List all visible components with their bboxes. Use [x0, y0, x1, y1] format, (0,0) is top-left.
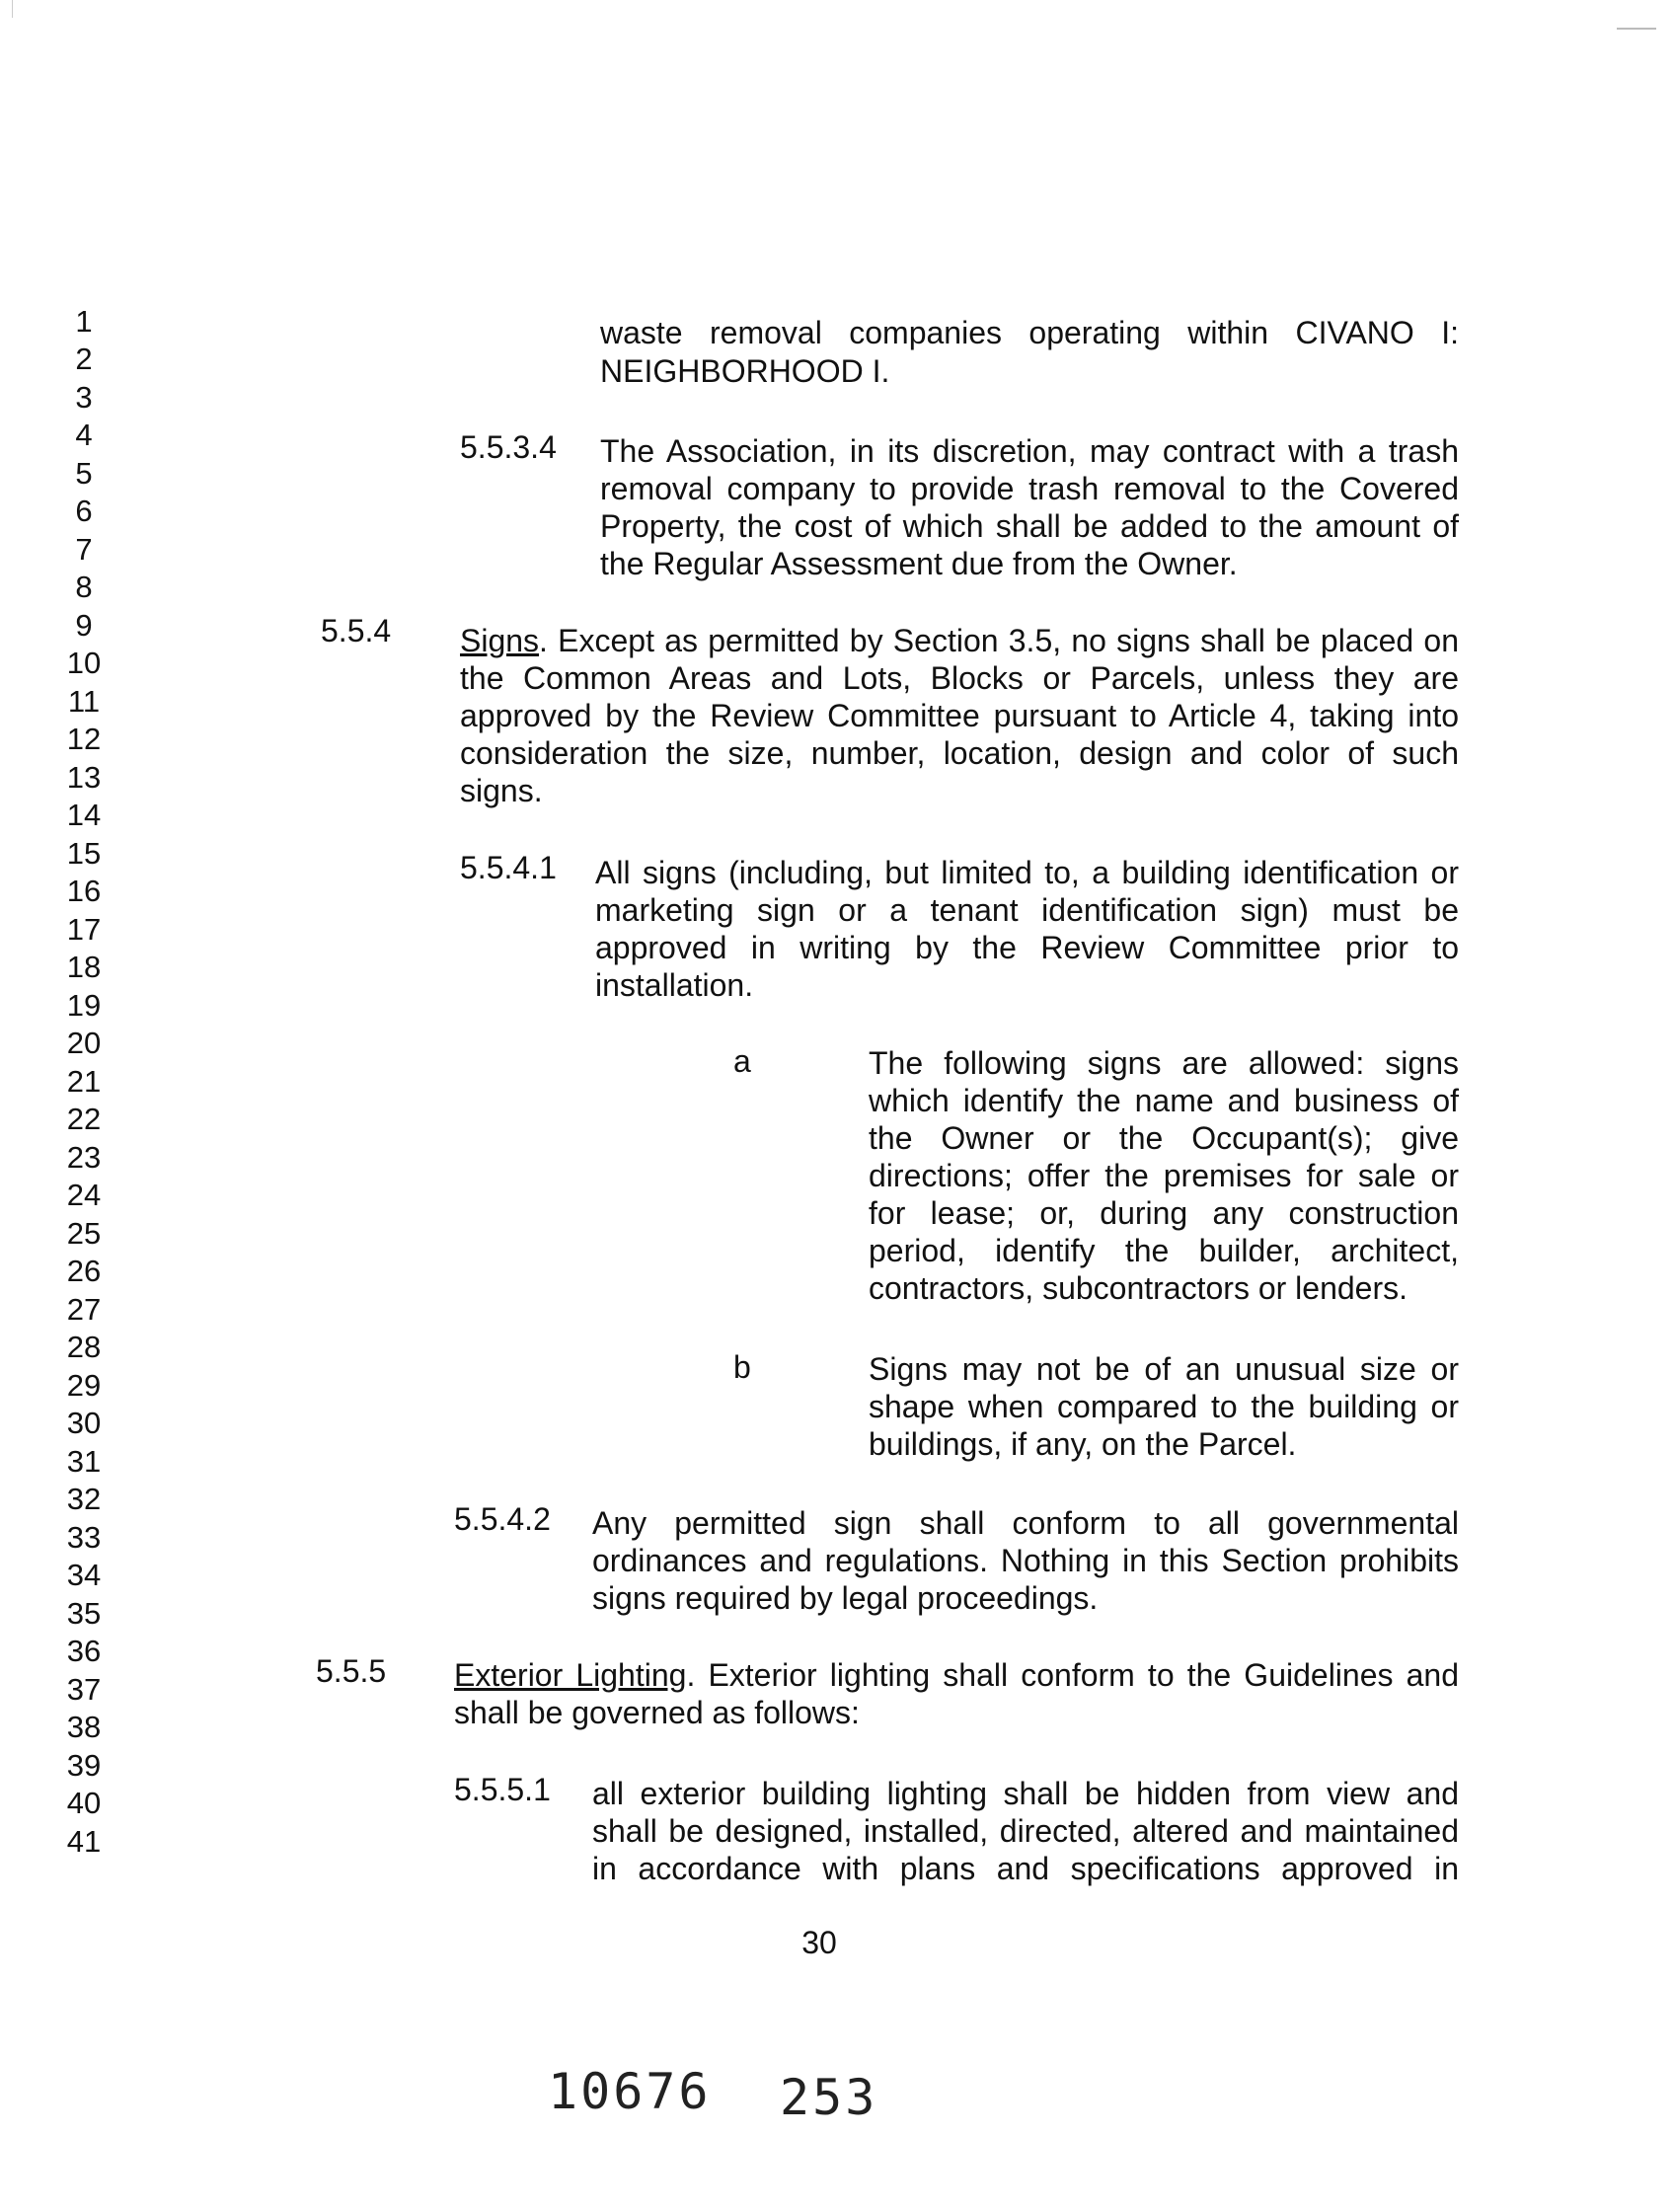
line-number: 6 — [75, 494, 93, 528]
section-heading: Exterior Lighting — [454, 1657, 687, 1693]
recording-book-number: 10676 — [548, 2063, 712, 2120]
text-line: installation. — [595, 967, 754, 1003]
line-number: 9 — [75, 608, 93, 643]
section-number: 5.5.5.1 — [454, 1772, 551, 1807]
line-number: 39 — [66, 1748, 102, 1783]
text-line — [460, 622, 1459, 659]
line-number: 32 — [66, 1482, 102, 1516]
text-line: consideration the size, number, location, design and color of such — [460, 735, 1459, 771]
text-line: The Association, in its discretion, may contract with a trash — [600, 433, 1459, 469]
text-line: period, identify the builder, architect, — [869, 1233, 1459, 1268]
line-number: 17 — [66, 912, 102, 947]
text-line: Property, the cost of which shall be added to the amount of — [600, 508, 1459, 544]
line-number: 8 — [75, 570, 93, 604]
line-number: 4 — [75, 418, 93, 452]
line-number: 21 — [66, 1064, 102, 1099]
line-number: 15 — [66, 836, 102, 871]
text-line: directions; offer the premises for sale or — [869, 1158, 1459, 1193]
text-line: signs. — [460, 773, 543, 808]
line-number: 29 — [66, 1368, 102, 1403]
line-number: 16 — [66, 874, 102, 908]
line-number: 37 — [66, 1672, 102, 1707]
text-line: buildings, if any, on the Parcel. — [869, 1426, 1297, 1462]
text-line: the Regular Assessment due from the Owner. — [600, 546, 1238, 581]
text-line: which identify the name and business of — [869, 1083, 1459, 1118]
line-number: 5 — [75, 456, 93, 491]
line-number: 1 — [75, 304, 93, 339]
text-line: approved in writing by the Review Committee prior to — [595, 930, 1459, 965]
section-number: 5.5.5 — [316, 1653, 387, 1689]
list-label: b — [733, 1349, 751, 1385]
text-line: All signs (including, but limited to, a building identification or — [595, 855, 1459, 890]
line-number: 41 — [66, 1824, 102, 1859]
line-number: 10 — [66, 646, 102, 680]
text-line: waste removal companies operating within CIVANO I: — [600, 315, 1459, 350]
text-line: shape when compared to the building or — [869, 1389, 1459, 1424]
line-number: 19 — [66, 988, 102, 1023]
text-line — [454, 1656, 1459, 1694]
line-number: 23 — [66, 1140, 102, 1175]
text-line: Signs may not be of an unusual size or — [869, 1351, 1459, 1387]
line-number: 33 — [66, 1520, 102, 1555]
text-line: signs required by legal proceedings. — [592, 1580, 1099, 1616]
line-number: 14 — [66, 798, 102, 832]
text-line: Any permitted sign shall conform to all governmental — [592, 1505, 1459, 1541]
text-line: The following signs are allowed: signs — [869, 1045, 1459, 1081]
page-number: 30 — [801, 1925, 837, 1960]
line-number: 25 — [66, 1216, 102, 1251]
text-line: removal company to provide trash removal to the Covered — [600, 471, 1459, 506]
line-number: 26 — [66, 1254, 102, 1288]
line-number: 3 — [75, 380, 93, 415]
line-number: 35 — [66, 1596, 102, 1631]
line-number: 20 — [66, 1026, 102, 1060]
text-line: NEIGHBORHOOD I. — [600, 353, 890, 389]
text-line: the Common Areas and Lots, Blocks or Parcels, unless they are — [460, 660, 1459, 696]
line-number: 30 — [66, 1406, 102, 1440]
text-line: for lease; or, during any construction — [869, 1195, 1459, 1231]
text-line: approved by the Review Committee pursuant to Article 4, taking into — [460, 698, 1459, 733]
line-number: 22 — [66, 1102, 102, 1136]
line-number: 34 — [66, 1558, 102, 1592]
section-number: 5.5.4 — [321, 613, 392, 648]
section-heading: Signs — [460, 623, 540, 658]
line-number: 11 — [67, 684, 101, 719]
line-number: 18 — [66, 950, 102, 984]
section-number: 5.5.4.1 — [460, 850, 557, 885]
text-line: marketing sign or a tenant identification sign) must be — [595, 892, 1459, 928]
line-number: 38 — [66, 1710, 102, 1744]
section-number: 5.5.3.4 — [460, 429, 557, 465]
scan-corner-mark — [1617, 28, 1656, 30]
scan-edge-mark — [12, 0, 13, 18]
line-number: 31 — [66, 1444, 102, 1479]
section-number: 5.5.4.2 — [454, 1501, 551, 1537]
list-label: a — [733, 1043, 751, 1079]
text-line: all exterior building lighting shall be hidden from view and — [592, 1776, 1459, 1811]
line-number: 36 — [66, 1634, 102, 1668]
text-line: contractors, subcontractors or lenders. — [869, 1270, 1408, 1306]
line-number: 7 — [75, 532, 93, 567]
line-number: 28 — [66, 1330, 102, 1364]
line-number: 24 — [66, 1178, 102, 1212]
text-run: . Exterior lighting shall conform to the Guidelines and — [686, 1657, 1460, 1693]
line-number: 27 — [66, 1292, 102, 1327]
text-line: in accordance with plans and specifications approved in — [592, 1851, 1459, 1886]
line-number: 2 — [75, 342, 93, 376]
line-number: 13 — [66, 760, 102, 795]
recording-page-number: 253 — [780, 2069, 878, 2126]
line-number: 40 — [66, 1786, 102, 1820]
line-number: 12 — [66, 722, 102, 756]
text-line: ordinances and regulations. Nothing in this Section prohibits — [592, 1543, 1459, 1578]
text-line: the Owner or the Occupant(s); give — [869, 1120, 1459, 1156]
text-line: shall be governed as follows: — [454, 1695, 860, 1730]
text-run: . Except as permitted by Section 3.5, no signs shall be placed on — [539, 623, 1459, 658]
text-line: shall be designed, installed, directed, altered and maintained — [592, 1813, 1459, 1849]
